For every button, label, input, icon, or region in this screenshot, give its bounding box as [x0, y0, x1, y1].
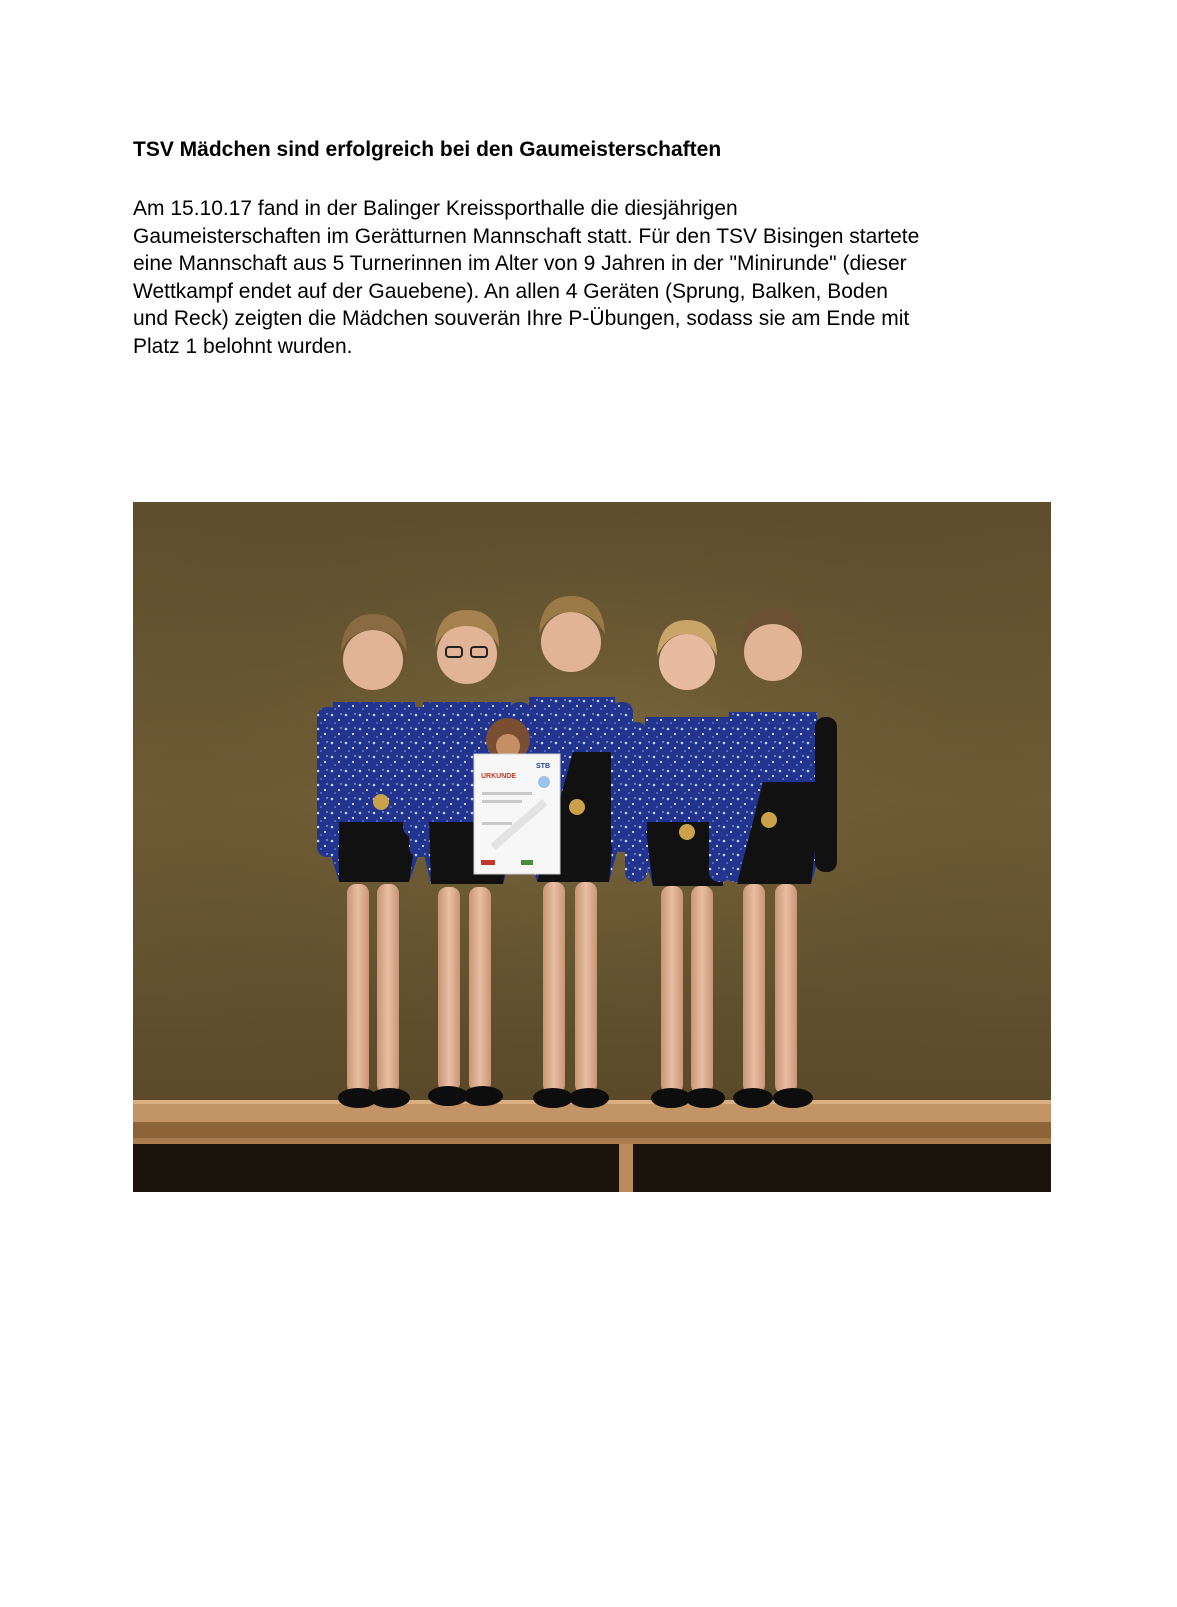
paragraph-line: Gaumeisterschaften im Gerätturnen Mannschaft statt. Für den TSV Bisingen startete	[133, 224, 920, 248]
team-photo	[133, 502, 1051, 1192]
paragraph-line: und Reck) zeigten die Mädchen souverän Ihre P-Übungen, sodass sie am Ende mit	[133, 307, 910, 330]
certificate-logo: STB	[536, 763, 550, 770]
article-paragraph	[133, 195, 1053, 360]
paragraph-line: Platz 1 belohnt wurden.	[133, 334, 353, 358]
paragraph-line: Wettkampf endet auf der Gauebene). An allen 4 Geräten (Sprung, Balken, Boden	[133, 279, 888, 303]
paragraph-line: eine Mannschaft aus 5 Turnerinnen im Alter von 9 Jahren in der "Minirunde" (dieser	[133, 252, 907, 275]
certificate	[474, 754, 560, 874]
paragraph-line: Am 15.10.17 fand in der Balinger Kreissporthalle die diesjährigen	[133, 197, 738, 220]
article-title: TSV Mädchen sind erfolgreich bei den Gaumeisterschaften	[133, 138, 722, 161]
certificate-heading: URKUNDE	[481, 773, 516, 780]
